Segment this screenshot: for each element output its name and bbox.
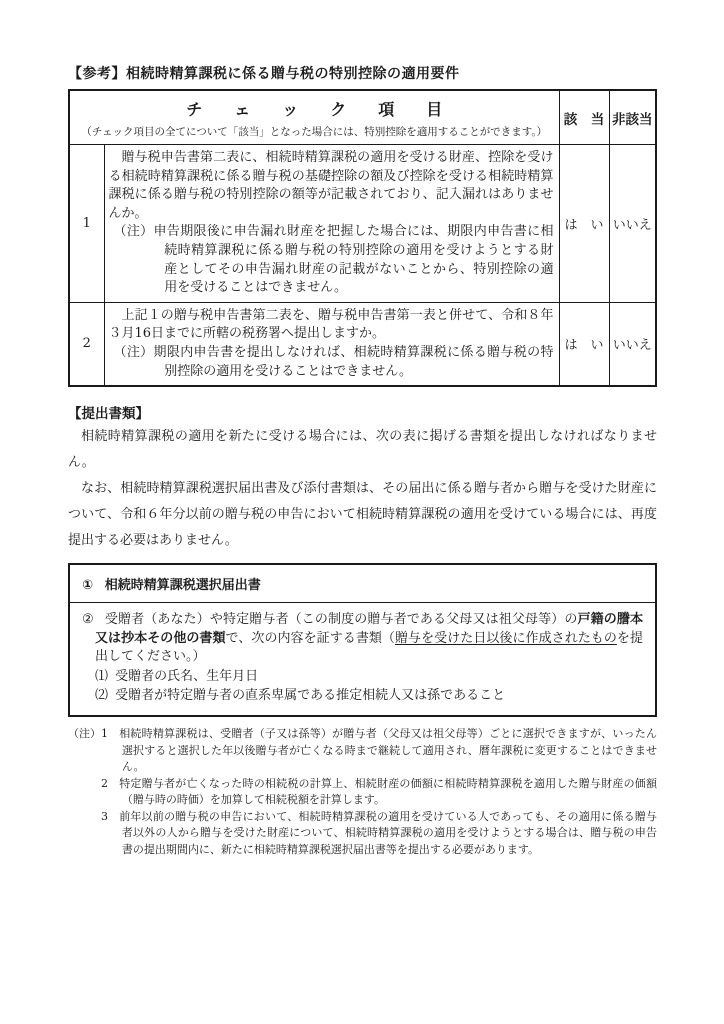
item-2-text-normal: 受贈者（あなた）や特定贈与者（この制度の贈与者である父母又は祖父母等）の bbox=[104, 612, 578, 628]
checklist-table bbox=[68, 89, 657, 387]
item-2-text-normal: で、次の内容を証する書類（ bbox=[225, 630, 395, 646]
table-row bbox=[69, 145, 656, 303]
footnote-3-text: 前年以前の贈与税の申告において、相続時精算課税の適用を受けている人であっても、その適用に係る贈与者以外の人から贈与を受けた財産について、相続時精算課税の適用を受けようとする場合は、贈与税の申告書の提出期間内に、新たに相続時精算課税選択届出書等を提出する必要があります。 bbox=[119, 809, 657, 857]
item-1-number: ① bbox=[82, 578, 94, 594]
sub-item-1-text: 受贈者の氏名、生年月日 bbox=[115, 668, 259, 684]
checklist-header-subtitle: （チェック項目の全てについて「該当」となった場合には、特別控除を適用することができます。） bbox=[81, 126, 548, 138]
item-2-text-normal: を提出してください。） bbox=[95, 630, 643, 665]
sub-item-2-text: 受贈者が特定贈与者の直系卑属である推定相続人又は孫であること bbox=[115, 687, 506, 703]
item-1-text: 相続時精算課税選択届出書 bbox=[104, 578, 261, 594]
row-question-cell bbox=[104, 145, 559, 303]
row-number: 1 bbox=[69, 145, 104, 303]
footnote-3-number: 3 bbox=[101, 809, 108, 823]
required-documents-box bbox=[68, 563, 657, 717]
item-2-sub-item-1 bbox=[82, 667, 643, 686]
documents-paragraph-2: なお、相続時精算課税選択届出書及び添付書類は、その届出に係る贈与者から贈与を受けた財産について、令和６年分以前の贈与税の申告において相続時精算課税の適用を受けている場合には、再度提出する必要はありません。 bbox=[68, 481, 657, 549]
item-2-text-underlined: 贈与を受けた日以後に作成されたもの bbox=[395, 630, 617, 646]
footnote-2-number: 2 bbox=[101, 776, 108, 790]
footnote-item-1 bbox=[101, 726, 657, 776]
checklist-header-cell bbox=[69, 90, 559, 145]
question-text: 贈与税申告書第二表に、相続時精算課税の適用を受ける財産、控除を受ける相続時精算課税に係る贈与税の基礎控除の額及び控除を受ける相続時精算課税に係る贈与税の特別控除の額等が記載されており、記入漏れはありませんか。 bbox=[108, 150, 554, 221]
column-header-not-applicable: 非該当 bbox=[609, 90, 656, 145]
item-2-paragraph bbox=[82, 611, 643, 667]
answer-no-cell: いいえ bbox=[609, 302, 656, 386]
question-note: （注）申告期限後に申告漏れ財産を把握した場合には、期限内申告書に相続時精算課税に係る贈与税の特別控除の適用を受けようとする財産としてその申告漏れ財産の記載がないことから、特別控除の適用を受けることはできません。 bbox=[113, 224, 554, 296]
footnote-item-2 bbox=[101, 776, 657, 809]
sub-item-2-number: ⑵ bbox=[95, 687, 109, 703]
answer-yes-cell: は い bbox=[559, 145, 609, 303]
sub-item-1-number: ⑴ bbox=[95, 668, 109, 684]
checklist-header-title: チ ェ ッ ク 項 目 bbox=[186, 100, 443, 119]
column-header-applicable: 該 当 bbox=[559, 90, 609, 145]
answer-yes-cell: は い bbox=[559, 302, 609, 386]
footnote-2-text: 特定贈与者が亡くなった時の相続税の計算上、相続財産の価額に相続時精算課税を適用した贈与財産の価額（贈与時の時価）を加算して相続税額を計算します。 bbox=[119, 776, 657, 807]
footnotes-items bbox=[101, 726, 657, 859]
row-number: 2 bbox=[69, 302, 104, 386]
answer-no-cell: いいえ bbox=[609, 145, 656, 303]
item-2-text-bold: 戸籍の謄本又は抄本その他の書類 bbox=[95, 612, 643, 646]
footnote-1-text: 相続時精算課税は、受贈者（子又は孫等）が贈与者（父母又は祖父母等）ごとに選択できますが、いったん選択すると選択した年以後贈与者が亡くなる時まで継続して適用され、暦年課税に変更することはできません。 bbox=[119, 726, 657, 774]
footnotes-block bbox=[68, 726, 657, 859]
row-question-cell bbox=[104, 302, 559, 386]
question-note: （注）期限内申告書を提出しなければ、相続時精算課税に係る贈与税の特別控除の適用を受けることはできません。 bbox=[113, 344, 554, 379]
item-2-number: ② bbox=[82, 612, 94, 628]
question-text: 上記１の贈与税申告書第二表を、贈与税申告書第一表と併せて、令和８年３月16日までに所轄の税務署へ提出しますか。 bbox=[108, 307, 554, 342]
item-2-sub-item-2 bbox=[82, 686, 643, 705]
footnote-1-number: 1 bbox=[101, 726, 108, 740]
page-title: 【参考】相続時精算課税に係る贈与税の特別控除の適用要件 bbox=[68, 66, 460, 82]
required-document-item-2 bbox=[70, 603, 655, 715]
table-row bbox=[69, 302, 656, 386]
required-document-item-1 bbox=[70, 565, 655, 603]
footnotes-label: （注） bbox=[68, 726, 101, 740]
footnote-item-3 bbox=[101, 809, 657, 859]
checklist-header-row bbox=[69, 90, 656, 145]
documents-paragraph-1: 相続時精算課税の適用を新たに受ける場合には、次の表に掲げる書類を提出しなければなりません。 bbox=[68, 429, 657, 471]
documents-section-heading: 【提出書類】 bbox=[68, 406, 149, 423]
